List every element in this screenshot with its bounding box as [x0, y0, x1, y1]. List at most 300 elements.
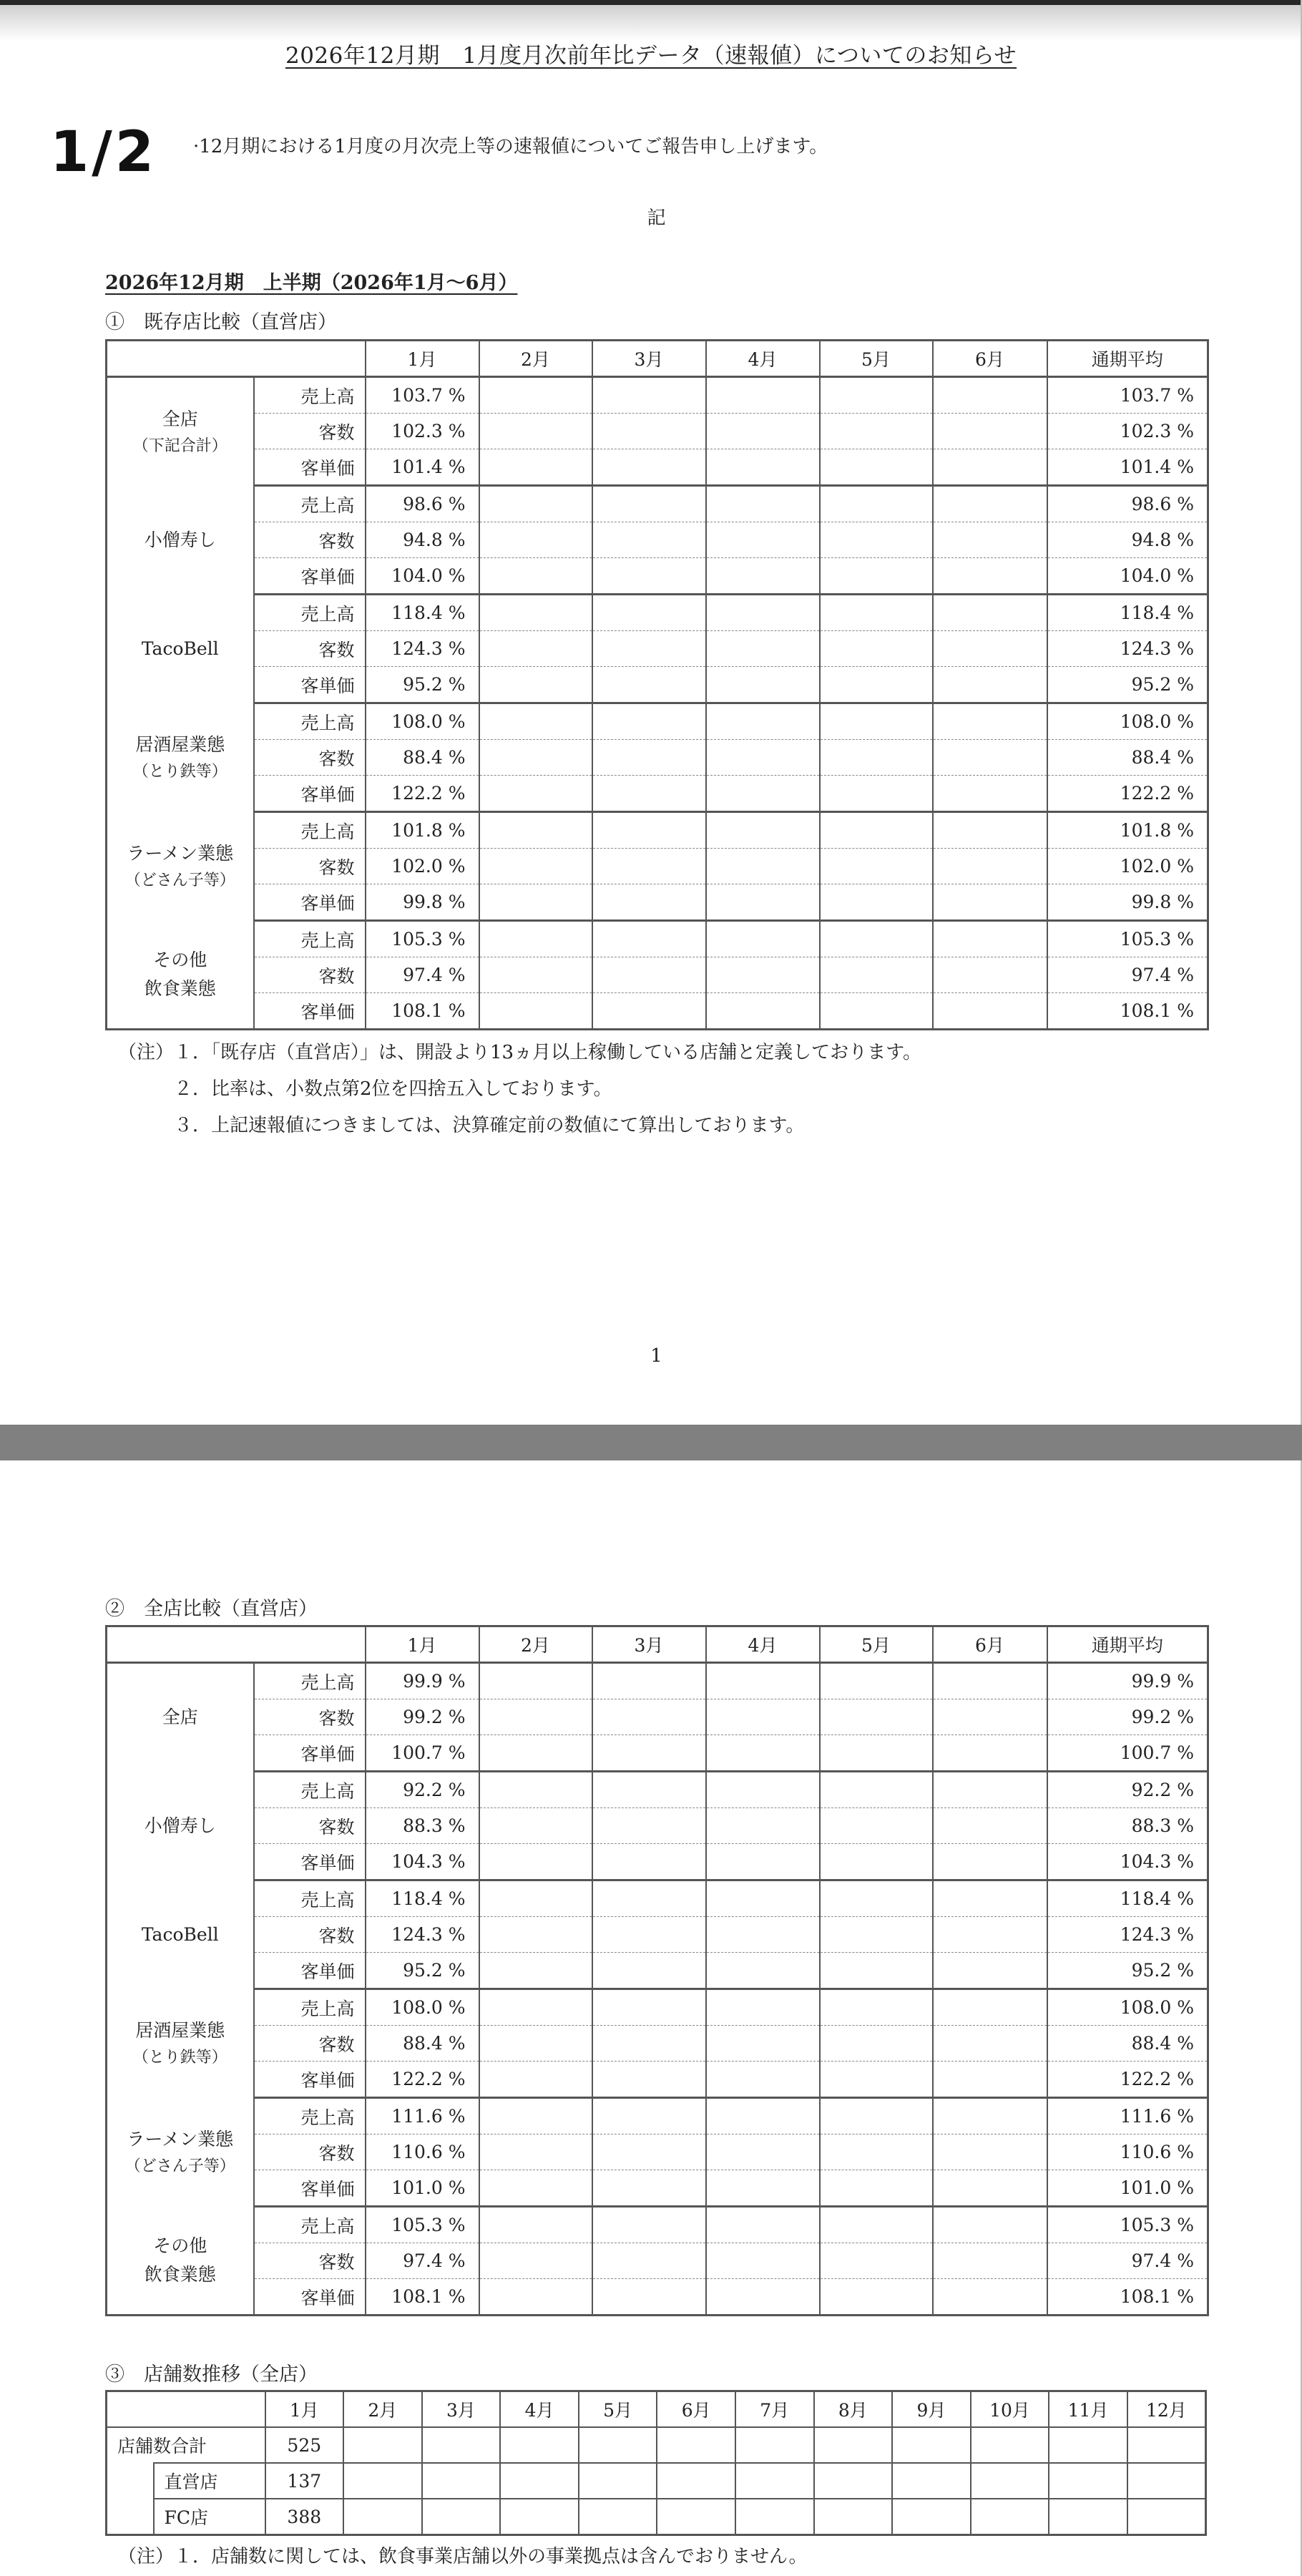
- value-period-average: 95.2 %: [1047, 667, 1208, 703]
- table-row: [107, 2427, 1206, 2463]
- value-empty: [706, 921, 820, 957]
- value-period-average: 108.1 %: [1047, 2279, 1208, 2316]
- column-header: 3月: [592, 341, 706, 377]
- value-empty: [706, 957, 820, 993]
- value-empty: [706, 558, 820, 595]
- value-empty: [479, 2207, 592, 2243]
- value-empty: [422, 2499, 501, 2535]
- value-empty: [820, 522, 933, 558]
- value-empty: [706, 595, 820, 631]
- group-name: TacoBell: [141, 638, 219, 659]
- column-header: 6月: [933, 1626, 1047, 1663]
- value-empty: [479, 993, 592, 1030]
- value-empty: [971, 2427, 1049, 2463]
- value-jan: 99.2 %: [366, 1699, 479, 1735]
- value-empty: [592, 1772, 706, 1808]
- month-header: 8月: [814, 2391, 893, 2428]
- metric-label: 客単価: [254, 558, 366, 595]
- value-period-average: 102.0 %: [1047, 849, 1208, 884]
- group-name: 全店: [162, 1707, 198, 1728]
- value-empty: [706, 2026, 820, 2062]
- metric-label: 売上高: [254, 1772, 366, 1808]
- value-empty: [592, 1880, 706, 1917]
- value-jan: 137: [265, 2463, 344, 2499]
- value-empty: [820, 595, 933, 631]
- column-header: 4月: [706, 1626, 820, 1663]
- table-row: [107, 1844, 1208, 1880]
- table-row: [107, 703, 1208, 740]
- value-jan: 105.3 %: [366, 921, 479, 957]
- value-empty: [592, 2170, 706, 2207]
- table-row: [107, 631, 1208, 667]
- value-jan: 124.3 %: [366, 1917, 479, 1953]
- value-empty: [479, 776, 592, 812]
- metric-label: 客単価: [254, 1953, 366, 1989]
- value-empty: [814, 2499, 893, 2535]
- value-period-average: 99.9 %: [1047, 1663, 1208, 1699]
- value-empty: [706, 776, 820, 812]
- value-empty: [933, 449, 1047, 486]
- section-title-all-stores: ② 全店比較（直営店）: [105, 1598, 318, 1620]
- value-jan: 95.2 %: [366, 1953, 479, 1989]
- value-period-average: 99.8 %: [1047, 884, 1208, 921]
- value-empty: [933, 2207, 1047, 2243]
- value-empty: [592, 703, 706, 740]
- value-empty: [343, 2499, 422, 2535]
- value-empty: [706, 1953, 820, 1989]
- value-empty: [479, 2098, 592, 2135]
- group-label: [107, 486, 254, 595]
- value-empty: [820, 2135, 933, 2170]
- value-empty: [657, 2427, 735, 2463]
- table-row: [107, 957, 1208, 993]
- value-period-average: 118.4 %: [1047, 1880, 1208, 1917]
- value-jan: 102.3 %: [366, 414, 479, 449]
- group-name: ラーメン業態: [127, 2128, 234, 2150]
- value-empty: [592, 449, 706, 486]
- metric-label: 客単価: [254, 667, 366, 703]
- value-empty: [933, 486, 1047, 522]
- value-jan: 100.7 %: [366, 1735, 479, 1772]
- value-period-average: 122.2 %: [1047, 776, 1208, 812]
- value-empty: [933, 1663, 1047, 1699]
- table-row: [107, 595, 1208, 631]
- metric-label: 売上高: [254, 812, 366, 849]
- value-empty: [706, 377, 820, 414]
- value-empty: [592, 2098, 706, 2135]
- value-empty: [706, 993, 820, 1030]
- value-empty: [820, 2062, 933, 2098]
- value-jan: 99.8 %: [366, 884, 479, 921]
- value-empty: [479, 957, 592, 993]
- section-title-store-count: ③ 店舗数推移（全店）: [105, 2363, 318, 2386]
- value-empty: [933, 921, 1047, 957]
- value-jan: 88.4 %: [366, 740, 479, 776]
- value-empty: [706, 2279, 820, 2316]
- row-label-direct: 直営店: [154, 2463, 265, 2499]
- value-empty: [706, 2243, 820, 2279]
- value-empty: [579, 2463, 657, 2499]
- month-header: 7月: [735, 2391, 814, 2428]
- metric-label: 売上高: [254, 595, 366, 631]
- value-empty: [479, 884, 592, 921]
- header-row: [107, 2391, 1206, 2428]
- value-empty: [592, 1953, 706, 1989]
- header-blank: [107, 1626, 366, 1663]
- value-jan: 98.6 %: [366, 486, 479, 522]
- table-row: [107, 486, 1208, 522]
- month-header: 5月: [579, 2391, 657, 2428]
- metric-label: 客単価: [254, 1844, 366, 1880]
- value-period-average: 99.2 %: [1047, 1699, 1208, 1735]
- group-subname: （とり鉄等）: [132, 2048, 227, 2067]
- column-header: 5月: [820, 341, 933, 377]
- value-empty: [706, 486, 820, 522]
- value-empty: [706, 522, 820, 558]
- table-row: [107, 921, 1208, 957]
- value-empty: [971, 2499, 1049, 2535]
- value-empty: [820, 2243, 933, 2279]
- value-jan: 101.4 %: [366, 449, 479, 486]
- metric-label: 売上高: [254, 1880, 366, 1917]
- value-empty: [820, 1772, 933, 1808]
- value-empty: [422, 2427, 501, 2463]
- value-empty: [592, 558, 706, 595]
- value-empty: [706, 740, 820, 776]
- value-empty: [706, 1880, 820, 1917]
- value-period-average: 108.1 %: [1047, 993, 1208, 1030]
- group-label: [107, 377, 254, 486]
- value-empty: [479, 703, 592, 740]
- value-empty: [933, 957, 1047, 993]
- header-row: [107, 341, 1208, 377]
- month-header: 1月: [265, 2391, 344, 2428]
- ki-mark: 記: [647, 208, 666, 229]
- value-period-average: 104.0 %: [1047, 558, 1208, 595]
- page-number: 1: [650, 1345, 662, 1367]
- value-empty: [820, 1808, 933, 1844]
- value-empty: [592, 2062, 706, 2098]
- value-period-average: 88.3 %: [1047, 1808, 1208, 1844]
- value-empty: [479, 849, 592, 884]
- month-header: 11月: [1049, 2391, 1127, 2428]
- value-empty: [820, 1917, 933, 1953]
- metric-label: 客数: [254, 631, 366, 667]
- metric-label: 客単価: [254, 2279, 366, 2316]
- value-period-average: 105.3 %: [1047, 2207, 1208, 2243]
- table-row: [107, 993, 1208, 1030]
- value-empty: [706, 1917, 820, 1953]
- value-period-average: 98.6 %: [1047, 486, 1208, 522]
- group-subname: （どさん子等）: [124, 2157, 235, 2175]
- value-empty: [479, 1735, 592, 1772]
- group-name: 小僧寿し: [144, 1815, 216, 1836]
- value-empty: [479, 1844, 592, 1880]
- group-name: その他: [153, 2235, 207, 2256]
- value-empty: [592, 667, 706, 703]
- note-3: ３．上記速報値につきましては、決算確定前の数値にて算出しております。: [118, 1115, 805, 1136]
- table-row: [107, 377, 1208, 414]
- value-empty: [706, 812, 820, 849]
- value-empty: [933, 377, 1047, 414]
- value-empty: [706, 884, 820, 921]
- row-label-total: 店舗数合計: [107, 2427, 265, 2463]
- header-blank: [107, 341, 366, 377]
- group-label: [107, 921, 254, 1030]
- value-period-average: 100.7 %: [1047, 1735, 1208, 1772]
- value-jan: 108.0 %: [366, 1989, 479, 2026]
- table-row: [107, 1880, 1208, 1917]
- group-label: [107, 812, 254, 921]
- metric-label: 客単価: [254, 2062, 366, 2098]
- value-empty: [820, 957, 933, 993]
- indent-cell: [107, 2463, 154, 2535]
- value-jan: 108.1 %: [366, 2279, 479, 2316]
- value-empty: [820, 1699, 933, 1735]
- value-empty: [592, 1735, 706, 1772]
- value-empty: [933, 2135, 1047, 2170]
- column-header: 1月: [366, 341, 479, 377]
- value-period-average: 102.3 %: [1047, 414, 1208, 449]
- month-header: 10月: [971, 2391, 1049, 2428]
- value-period-average: 94.8 %: [1047, 522, 1208, 558]
- value-empty: [706, 703, 820, 740]
- value-empty: [592, 414, 706, 449]
- value-empty: [479, 414, 592, 449]
- value-empty: [706, 667, 820, 703]
- value-jan: 108.0 %: [366, 703, 479, 740]
- column-header: 2月: [479, 1626, 592, 1663]
- table-row: [107, 667, 1208, 703]
- value-empty: [933, 2098, 1047, 2135]
- value-empty: [820, 993, 933, 1030]
- value-period-average: 88.4 %: [1047, 740, 1208, 776]
- value-jan: 104.0 %: [366, 558, 479, 595]
- value-jan: 118.4 %: [366, 1880, 479, 1917]
- value-empty: [820, 667, 933, 703]
- value-empty: [1049, 2427, 1127, 2463]
- value-period-average: 104.3 %: [1047, 1844, 1208, 1880]
- column-header: 6月: [933, 341, 1047, 377]
- value-empty: [820, 1953, 933, 1989]
- metric-label: 客数: [254, 2243, 366, 2279]
- value-empty: [592, 776, 706, 812]
- value-empty: [933, 631, 1047, 667]
- value-empty: [933, 2170, 1047, 2207]
- value-empty: [500, 2463, 579, 2499]
- table-row: [107, 2026, 1208, 2062]
- value-empty: [479, 1917, 592, 1953]
- metric-label: 売上高: [254, 1989, 366, 2026]
- value-empty: [820, 812, 933, 849]
- value-period-average: 92.2 %: [1047, 1772, 1208, 1808]
- value-empty: [592, 1917, 706, 1953]
- value-period-average: 111.6 %: [1047, 2098, 1208, 2135]
- table-row: [107, 2098, 1208, 2135]
- header-blank: [107, 2391, 265, 2428]
- row-label-fc: FC店: [154, 2499, 265, 2535]
- value-jan: 88.3 %: [366, 1808, 479, 1844]
- value-empty: [706, 1663, 820, 1699]
- value-empty: [820, 377, 933, 414]
- value-jan: 111.6 %: [366, 2098, 479, 2135]
- table-row: [107, 1699, 1208, 1735]
- value-period-average: 122.2 %: [1047, 2062, 1208, 2098]
- table-row: [107, 776, 1208, 812]
- value-jan: 388: [265, 2499, 344, 2535]
- value-empty: [479, 2026, 592, 2062]
- group-label: [107, 1772, 254, 1880]
- value-empty: [706, 2135, 820, 2170]
- value-empty: [820, 1844, 933, 1880]
- value-period-average: 108.0 %: [1047, 703, 1208, 740]
- value-empty: [892, 2499, 971, 2535]
- note-2: ２．比率は、小数点第2位を四捨五入しております。: [118, 1078, 612, 1100]
- metric-label: 売上高: [254, 1663, 366, 1699]
- value-empty: [592, 486, 706, 522]
- metric-label: 客数: [254, 2026, 366, 2062]
- group-subname: （とり鉄等）: [132, 762, 227, 781]
- value-empty: [933, 414, 1047, 449]
- value-empty: [592, 631, 706, 667]
- value-empty: [479, 486, 592, 522]
- value-jan: 122.2 %: [366, 2062, 479, 2098]
- metric-label: 客数: [254, 522, 366, 558]
- viewer-top-shadow: [0, 5, 1302, 41]
- group-name: 居酒屋業態: [135, 2019, 225, 2041]
- value-empty: [592, 849, 706, 884]
- table-row: [107, 2279, 1208, 2316]
- value-empty: [820, 1735, 933, 1772]
- value-jan: 99.9 %: [366, 1663, 479, 1699]
- table-row: [107, 849, 1208, 884]
- value-empty: [814, 2427, 893, 2463]
- value-empty: [479, 2062, 592, 2098]
- value-empty: [933, 522, 1047, 558]
- metric-label: 客単価: [254, 1735, 366, 1772]
- value-empty: [735, 2427, 814, 2463]
- value-empty: [592, 812, 706, 849]
- group-label: [107, 703, 254, 812]
- value-jan: 104.3 %: [366, 1844, 479, 1880]
- table-row: [107, 2170, 1208, 2207]
- value-empty: [933, 2243, 1047, 2279]
- value-empty: [820, 2170, 933, 2207]
- column-header: 5月: [820, 1626, 933, 1663]
- value-empty: [706, 1735, 820, 1772]
- value-empty: [706, 2207, 820, 2243]
- value-empty: [479, 2170, 592, 2207]
- value-empty: [706, 1808, 820, 1844]
- group-subname: 飲食業態: [144, 2263, 216, 2285]
- value-jan: 88.4 %: [366, 2026, 479, 2062]
- metric-label: 売上高: [254, 2098, 366, 2135]
- value-period-average: 124.3 %: [1047, 1917, 1208, 1953]
- table-row: [107, 812, 1208, 849]
- value-empty: [479, 921, 592, 957]
- metric-label: 客単価: [254, 776, 366, 812]
- all-stores-table: [105, 1625, 1209, 2316]
- month-header: 9月: [892, 2391, 971, 2428]
- value-empty: [479, 1953, 592, 1989]
- value-period-average: 95.2 %: [1047, 1953, 1208, 1989]
- value-empty: [820, 849, 933, 884]
- value-empty: [933, 1880, 1047, 1917]
- table-row: [107, 2207, 1208, 2243]
- value-empty: [1127, 2463, 1206, 2499]
- value-empty: [933, 849, 1047, 884]
- table-row: [107, 1808, 1208, 1844]
- value-empty: [933, 1735, 1047, 1772]
- value-jan: 122.2 %: [366, 776, 479, 812]
- value-empty: [706, 1699, 820, 1735]
- value-jan: 97.4 %: [366, 2243, 479, 2279]
- value-empty: [820, 2207, 933, 2243]
- value-jan: 110.6 %: [366, 2135, 479, 2170]
- metric-label: 客単価: [254, 449, 366, 486]
- value-empty: [479, 2135, 592, 2170]
- value-empty: [479, 1663, 592, 1699]
- value-empty: [479, 595, 592, 631]
- value-empty: [592, 1663, 706, 1699]
- value-empty: [933, 1989, 1047, 2026]
- group-label: [107, 2098, 254, 2207]
- value-empty: [500, 2427, 579, 2463]
- value-jan: 105.3 %: [366, 2207, 479, 2243]
- value-empty: [592, 884, 706, 921]
- value-empty: [933, 595, 1047, 631]
- value-empty: [479, 522, 592, 558]
- group-label: [107, 1880, 254, 1989]
- value-empty: [592, 1808, 706, 1844]
- value-period-average: 88.4 %: [1047, 2026, 1208, 2062]
- value-period-average: 118.4 %: [1047, 595, 1208, 631]
- table-row: [107, 740, 1208, 776]
- group-subname: （下記合計）: [132, 436, 227, 455]
- table-row: [107, 884, 1208, 921]
- value-jan: 95.2 %: [366, 667, 479, 703]
- value-empty: [1049, 2499, 1127, 2535]
- table-row: [107, 414, 1208, 449]
- value-period-average: 101.0 %: [1047, 2170, 1208, 2207]
- table-row: [107, 2062, 1208, 2098]
- value-jan: 101.8 %: [366, 812, 479, 849]
- column-header: 1月: [366, 1626, 479, 1663]
- header-row: [107, 1626, 1208, 1663]
- metric-label: 客数: [254, 414, 366, 449]
- note-1: （注）１．「既存店（直営店）」は、開設より13ヵ月以上稼働している店舗と定義しております。: [118, 1042, 922, 1063]
- page-indicator: 1/2: [50, 120, 157, 185]
- metric-label: 客単価: [254, 2170, 366, 2207]
- metric-label: 客数: [254, 849, 366, 884]
- value-empty: [592, 957, 706, 993]
- value-empty: [343, 2427, 422, 2463]
- metric-label: 売上高: [254, 2207, 366, 2243]
- group-label: [107, 2207, 254, 2316]
- value-period-average: 124.3 %: [1047, 631, 1208, 667]
- value-empty: [820, 2026, 933, 2062]
- value-empty: [933, 1844, 1047, 1880]
- group-name: 居酒屋業態: [135, 733, 225, 755]
- value-empty: [933, 703, 1047, 740]
- value-empty: [892, 2463, 971, 2499]
- value-period-average: 110.6 %: [1047, 2135, 1208, 2170]
- value-period-average: 105.3 %: [1047, 921, 1208, 957]
- value-empty: [933, 812, 1047, 849]
- column-header: 通期平均: [1047, 341, 1208, 377]
- value-period-average: 108.0 %: [1047, 1989, 1208, 2026]
- value-empty: [735, 2463, 814, 2499]
